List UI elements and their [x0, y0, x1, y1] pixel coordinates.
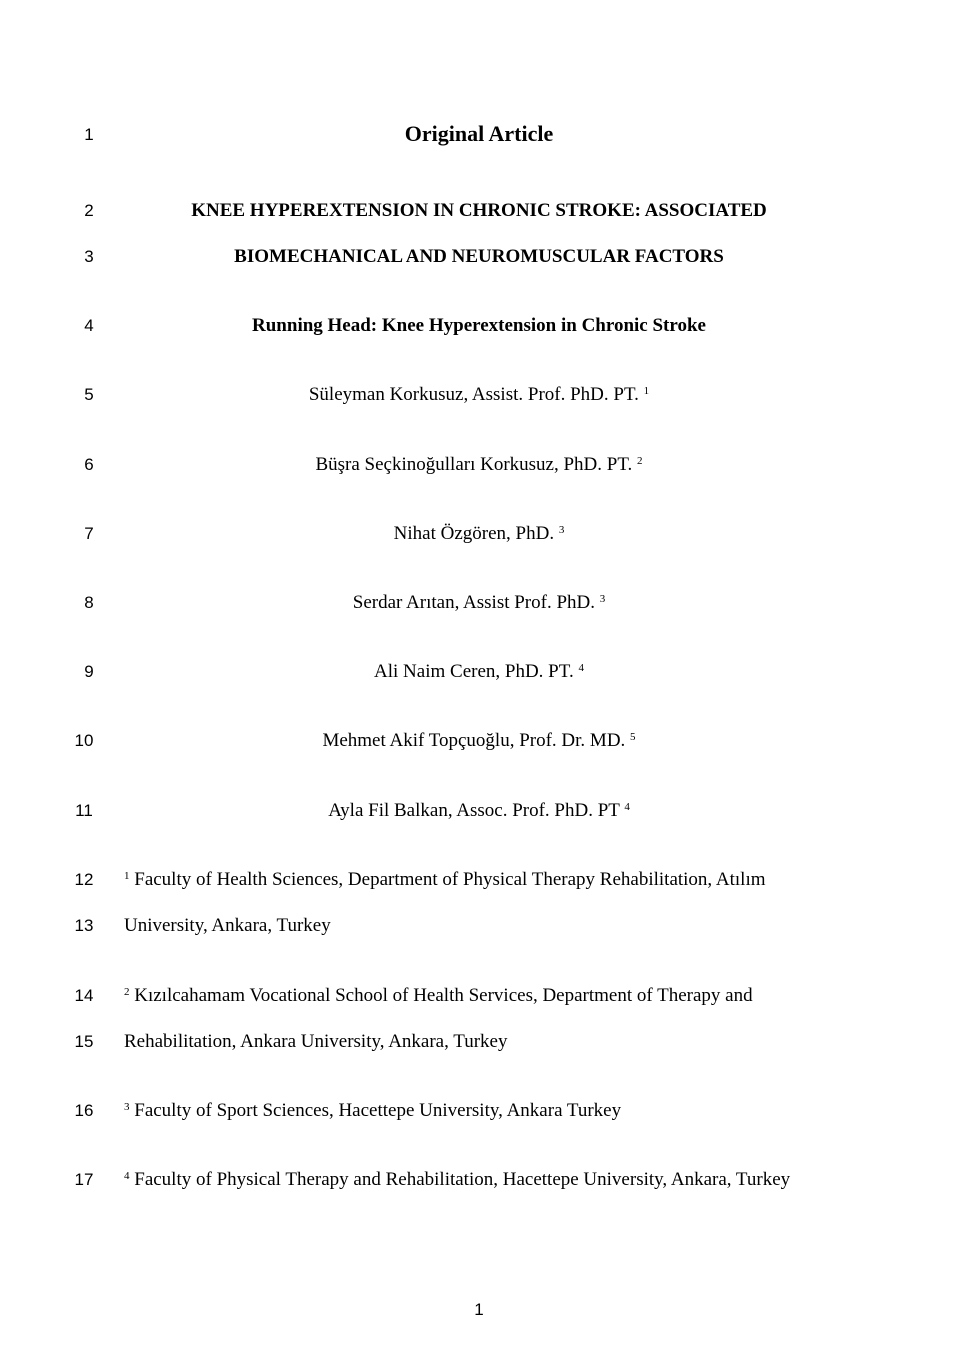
affiliation-text: Kızılcahamam Vocational School of Health Services, Department of Therapy and — [134, 985, 753, 1006]
affiliation-text: Faculty of Health Sciences, Department of Physical Therapy Rehabilitation, Atılım — [134, 869, 766, 890]
line-number: 7 — [84, 524, 94, 543]
line-number: 2 — [84, 201, 94, 220]
line-number: 13 — [74, 916, 94, 935]
line-number: 6 — [84, 455, 94, 474]
affiliation — [124, 1099, 621, 1123]
author — [124, 383, 834, 407]
affiliation-mark: 3 — [599, 593, 606, 605]
affiliation-mark: 1 — [124, 870, 130, 882]
line-number: 14 — [74, 986, 94, 1005]
author — [124, 799, 834, 823]
line-number: 1 — [84, 125, 94, 144]
title-line-1: KNEE HYPEREXTENSION IN CHRONIC STROKE: ASSOCIATED — [191, 200, 767, 221]
author-name: Süleyman Korkusuz, Assist. Prof. PhD. PT. — [308, 384, 639, 405]
affiliation — [124, 1168, 790, 1192]
line-number: 15 — [74, 1032, 94, 1051]
author-name: Ayla Fil Balkan, Assoc. Prof. PhD. PT — [328, 800, 620, 821]
affiliation-continuation: University, Ankara, Turkey — [124, 915, 331, 936]
line-number: 12 — [74, 870, 94, 889]
author — [124, 453, 834, 477]
line-number: 4 — [84, 316, 94, 335]
affiliation-mark: 1 — [643, 385, 650, 397]
affiliation-mark: 4 — [624, 801, 630, 813]
affiliation-mark: 2 — [637, 455, 643, 467]
affiliation — [124, 984, 753, 1008]
page-number: 1 — [474, 1300, 484, 1319]
affiliation — [124, 868, 766, 892]
title-line-2: BIOMECHANICAL AND NEUROMUSCULAR FACTORS — [234, 246, 724, 267]
author — [124, 660, 834, 684]
author-name: Büşra Seçkinoğulları Korkusuz, PhD. PT. — [315, 454, 633, 475]
author-name: Serdar Arıtan, Assist Prof. PhD. — [352, 592, 595, 613]
affiliation-mark: 3 — [124, 1101, 130, 1113]
author — [124, 729, 834, 753]
running-head: Running Head: Knee Hyperextension in Chronic Stroke — [252, 315, 706, 336]
line-number: 8 — [84, 593, 94, 612]
article-type: Original Article — [404, 121, 554, 146]
author — [124, 591, 834, 615]
author-name: Mehmet Akif Topçuoğlu, Prof. Dr. MD. — [322, 730, 626, 751]
affiliation-mark: 5 — [630, 731, 636, 743]
author-name: Ali Naim Ceren, PhD. PT. — [374, 661, 574, 682]
affiliation-mark: 2 — [124, 986, 130, 998]
affiliation-mark: 3 — [558, 524, 565, 536]
line-number: 5 — [84, 385, 94, 404]
line-number: 3 — [84, 247, 94, 266]
line-number: 10 — [74, 731, 94, 750]
line-number: 11 — [75, 801, 93, 820]
line-number: 16 — [74, 1101, 94, 1120]
line-number: 17 — [74, 1170, 94, 1189]
affiliation-text: Faculty of Physical Therapy and Rehabilitation, Hacettepe University, Ankara, Turkey — [134, 1169, 791, 1190]
affiliation-mark: 4 — [124, 1170, 130, 1182]
author-name: Nihat Özgören, PhD. — [393, 523, 555, 544]
line-number: 9 — [84, 662, 94, 681]
author — [124, 522, 834, 546]
affiliation-text: Faculty of Sport Sciences, Hacettepe University, Ankara Turkey — [134, 1100, 622, 1121]
affiliation-continuation: Rehabilitation, Ankara University, Ankara, Turkey — [124, 1031, 508, 1052]
affiliation-mark: 4 — [578, 662, 584, 674]
